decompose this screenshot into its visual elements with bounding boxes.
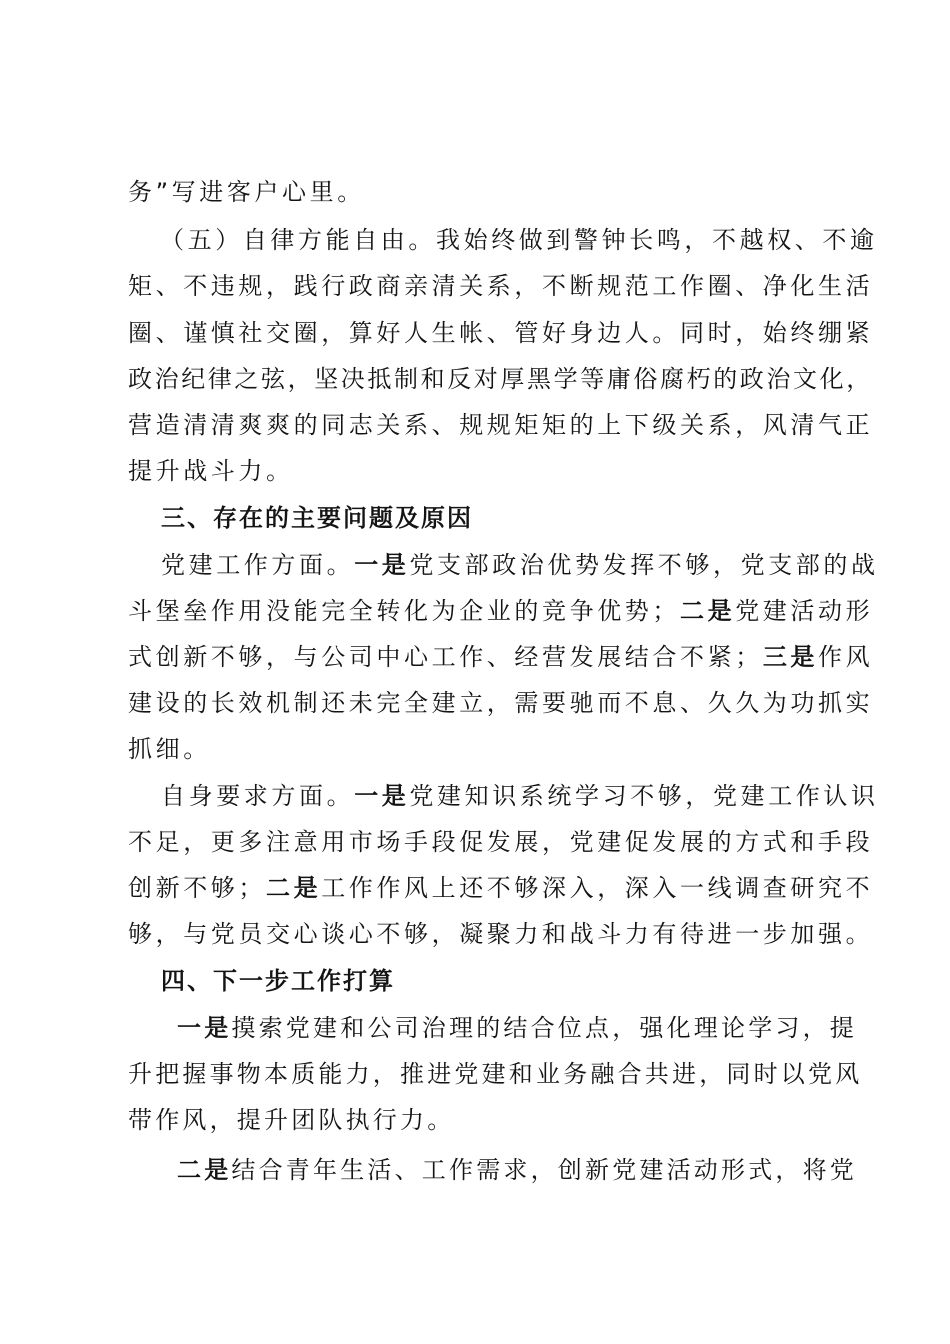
- paragraph-line: 政治纪律之弦，坚决抵制和反对厚黑学等庸俗腐朽的政治文化，: [128, 365, 873, 393]
- section-heading: 三、存在的主要问题及原因: [161, 504, 473, 532]
- paragraph-line: 自身要求方面。一是党建知识系统学习不够，党建工作认识: [161, 782, 879, 810]
- paragraph-line: 务”写进客户心里。: [128, 178, 365, 206]
- paragraph-line: 一是摸索党建和公司治理的结合位点，强化理论学习，提: [177, 1014, 858, 1042]
- paragraph-line: 升把握事物本质能力，推进党建和业务融合共进，同时以党风: [128, 1060, 863, 1088]
- paragraph-line: （五）自律方能自由。我始终做到警钟长鸣，不越权、不逾: [160, 226, 878, 254]
- paragraph-line: 带作风，提升团队执行力。: [128, 1106, 455, 1134]
- paragraph-line: 式创新不够，与公司中心工作、经营发展结合不紧；三是作风: [128, 643, 874, 671]
- paragraph-line: 创新不够；二是工作作风上还不够深入，深入一线调查研究不: [128, 874, 874, 902]
- paragraph-line: 建设的长效机制还未完全建立，需要驰而不息、久久为功抓实: [128, 689, 874, 717]
- paragraph-line: 提升战斗力。: [128, 457, 294, 485]
- paragraph-line: 够，与党员交心谈心不够，凝聚力和战斗力有待进一步加强。: [128, 920, 874, 948]
- paragraph-line: 抓细。: [128, 735, 211, 763]
- paragraph-line: 圈、谨慎社交圈，算好人生帐、管好身边人。同时，始终绷紧: [128, 319, 874, 347]
- paragraph-line: 不足，更多注意用市场手段促发展，党建促发展的方式和手段: [128, 828, 874, 856]
- paragraph-line: 二是结合青年生活、工作需求，创新党建活动形式，将党: [177, 1156, 858, 1184]
- paragraph-line: 斗堡垒作用没能完全转化为企业的竞争优势；二是党建活动形: [128, 597, 874, 625]
- paragraph-line: 党建工作方面。一是党支部政治优势发挥不够，党支部的战: [161, 551, 879, 579]
- paragraph-line: 营造清清爽爽的同志关系、规规矩矩的上下级关系，风清气正: [128, 411, 874, 439]
- section-heading: 四、下一步工作打算: [161, 967, 395, 995]
- paragraph-line: 矩、不违规，践行政商亲清关系，不断规范工作圈、净化生活: [128, 272, 874, 300]
